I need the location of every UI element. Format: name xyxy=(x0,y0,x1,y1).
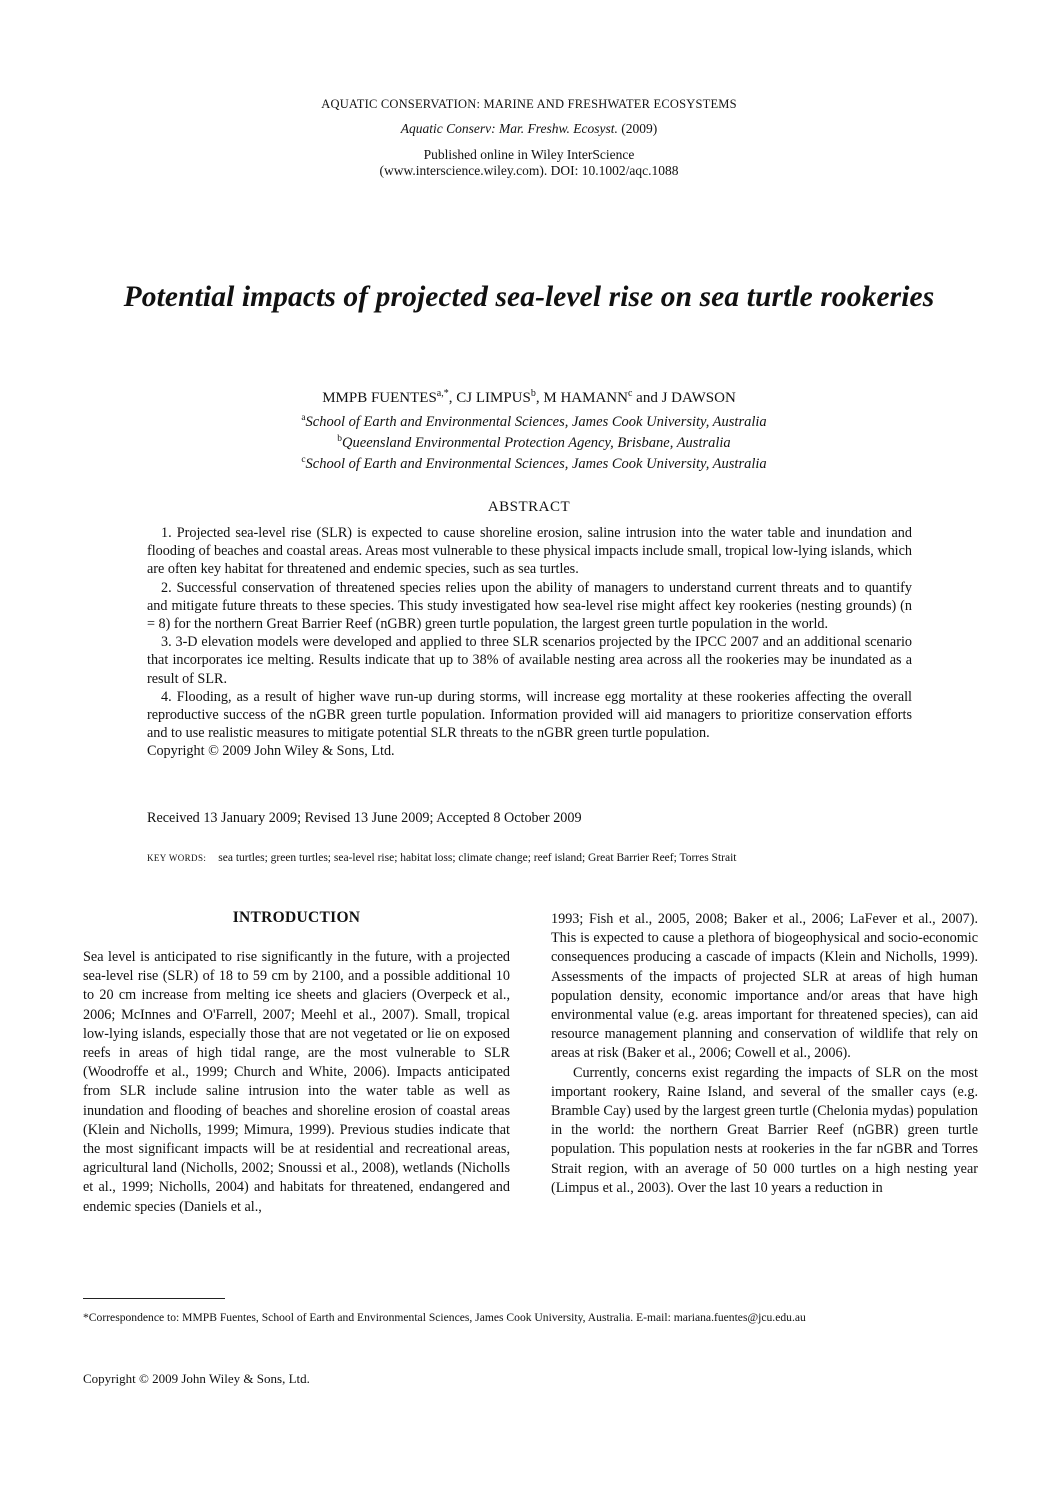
journal-citation xyxy=(0,121,1058,137)
affiliation: $^b$Queensland Environmental Protection Agency, Brisbane, Australia xyxy=(337,434,731,451)
author-name: J DAWSON xyxy=(661,390,736,406)
keywords xyxy=(147,852,736,864)
footnote-rule xyxy=(83,1298,225,1299)
abstract-copyright: Copyright © 2009 John Wiley & Sons, Ltd. xyxy=(147,743,395,760)
author-name: MMPB FUENTES xyxy=(322,390,437,406)
abstract-body xyxy=(147,524,912,761)
keywords-label: KEY WORDS: xyxy=(147,853,207,863)
affiliation: $^a$School of Earth and Environmental Sciences, James Cook University, Australia xyxy=(301,413,767,430)
journal-abbrev: Aquatic Conserv: Mar. Freshw. Ecosyst. xyxy=(400,121,618,136)
correspondence-footnote: *Correspondence to: MMPB Fuentes, School of Earth and Environmental Sciences, James Cook University, Australia. E-mail: mariana.fuentes@jcu.edu.au xyxy=(83,1311,806,1324)
author-name: CJ LIMPUS xyxy=(456,390,531,406)
right-column xyxy=(551,910,978,1198)
submission-dates: Received 13 January 2009; Revised 13 June 2009; Accepted 8 October 2009 xyxy=(147,810,582,826)
section-heading-introduction: INTRODUCTION xyxy=(232,909,361,926)
affiliation: $^c$School of Earth and Environmental Sciences, James Cook University, Australia xyxy=(301,455,767,472)
paper-title: Potential impacts of projected sea-level rise on sea turtle rookeries xyxy=(123,281,935,313)
abstract-heading: ABSTRACT xyxy=(487,499,571,515)
published-online-line: Published online in Wiley InterScience xyxy=(423,147,635,162)
author-list: MMPB $FUENTES^{a,*}$, CJ LIMPUS$^b$, M HAMANN$^c$ and J DAWSON xyxy=(322,388,736,406)
journal-name: AQUATIC CONSERVATION: MARINE AND FRESHWATER ECOSYSTEMS xyxy=(321,97,737,111)
body-paragraph: Sea level is anticipated to rise significantly in the future, with a projected sea-level rise (SLR) of 18 to 59 cm by 2100, and a possible additional 10 to 20 cm increase from melting ice sheets and glaciers (Overpeck et al., 2006; McInnes and O'Farrell, 2007; Meehl et al., 2007). Small, tropical low-lying islands, especially those that are not vegetated or lie on exposed reefs in areas of high tidal range, are the most vulnerable to SLR (Woodroffe et al., 1999; Church and White, 2006). Impacts anticipated from SLR include saline intrusion into the water table as well as inundation and flooding of beaches and shoreline erosion of coastal areas (Klein and Nicholls, 1999; Mimura, 1999). Previous studies indicate that the most significant impacts will be at residential and recreational areas, agricultural land (Nicholls, 2002; Snoussi et al., 2008), wetlands (Nicholls et al., 1999; Nicholls, 2004) and habitats for threatened, endangered and endemic species (Daniels et al., xyxy=(83,949,510,1215)
footer-copyright: Copyright © 2009 John Wiley & Sons, Ltd. xyxy=(83,1371,310,1386)
body-paragraph: Currently, concerns exist regarding the impacts of SLR on the most important rookery, Raine Island, and several of the smaller cays (e.g. Bramble Cay) used by the largest green turtle (Chelonia mydas) population in the world: the northern Great Barrier Reef (nGBR) green turtle population. This population nests at rookeries in the far nGBR and Torres Strait region, with an average of 50 000 turtles on a high nesting year (Limpus et al., 2003). Over the last 10 years a reduction in xyxy=(551,1064,978,1196)
author-sup: c xyxy=(627,388,633,399)
body-paragraph: 1993; Fish et al., 2005, 2008; Baker et al., 2006; LaFever et al., 2007). This is expected to cause a plethora of biogeophysical and socio-economic consequences producing a cascade of impacts (Klein and Nicholls, 1999). Assessments of the impacts of projected SLR at areas of high human population density, economic importance and/or areas that have high environmental value (e.g. areas important for threatened species), can aid resource management planning and conservation of wildlife that rely on areas at risk (Baker et al., 2006; Cowell et al., 2006). xyxy=(551,911,978,1062)
journal-year: (2009) xyxy=(621,121,658,136)
doi-line: (www.interscience.wiley.com). DOI: 10.1002/aqc.1088 xyxy=(379,163,679,178)
keywords-text: sea turtles; green turtles; sea-level rise; habitat loss; climate change; reef island; Great Barrier Reef; Torres Strait xyxy=(218,852,737,864)
left-column xyxy=(83,948,510,1217)
author-name: M HAMANN xyxy=(543,390,628,406)
abstract-paragraph: 2. Successful conservation of threatened species relies upon the ability of managers to understand current threats and to quantify and mitigate future threats to these species. This study investigated how sea-level rise might affect key rookeries (nesting grounds) (n = 8) for the northern Great Barrier Reef (nGBR) green turtle population, the largest green turtle population in the world. xyxy=(147,579,912,633)
abstract-paragraph: 4. Flooding, as a result of higher wave run-up during storms, will increase egg mortality at these rookeries affecting the overall reproductive success of the nGBR green turtle population. Information provided will aid managers to prioritize conservation efforts and to use realistic measures to mitigate potential SLR threats to the nGBR green turtle population. xyxy=(147,688,912,742)
author-sup: b xyxy=(530,388,536,399)
abstract-paragraph: 3. 3-D elevation models were developed and applied to three SLR scenarios projected by the IPCC 2007 and an additional scenario that incorporates ice melting. Results indicate that up to 38% of available nesting area across all the rookeries may be inundated as a result of SLR. xyxy=(147,634,912,687)
abstract-paragraph: 1. Projected sea-level rise (SLR) is expected to cause shoreline erosion, saline intrusion into the water table and inundation and flooding of beaches and coastal areas. Areas most vulnerable to these physical impacts include small, tropical low-lying islands, which are often key habitat for threatened and endemic species, such as sea turtles. xyxy=(147,525,912,578)
author-sup: a,* xyxy=(436,388,449,399)
